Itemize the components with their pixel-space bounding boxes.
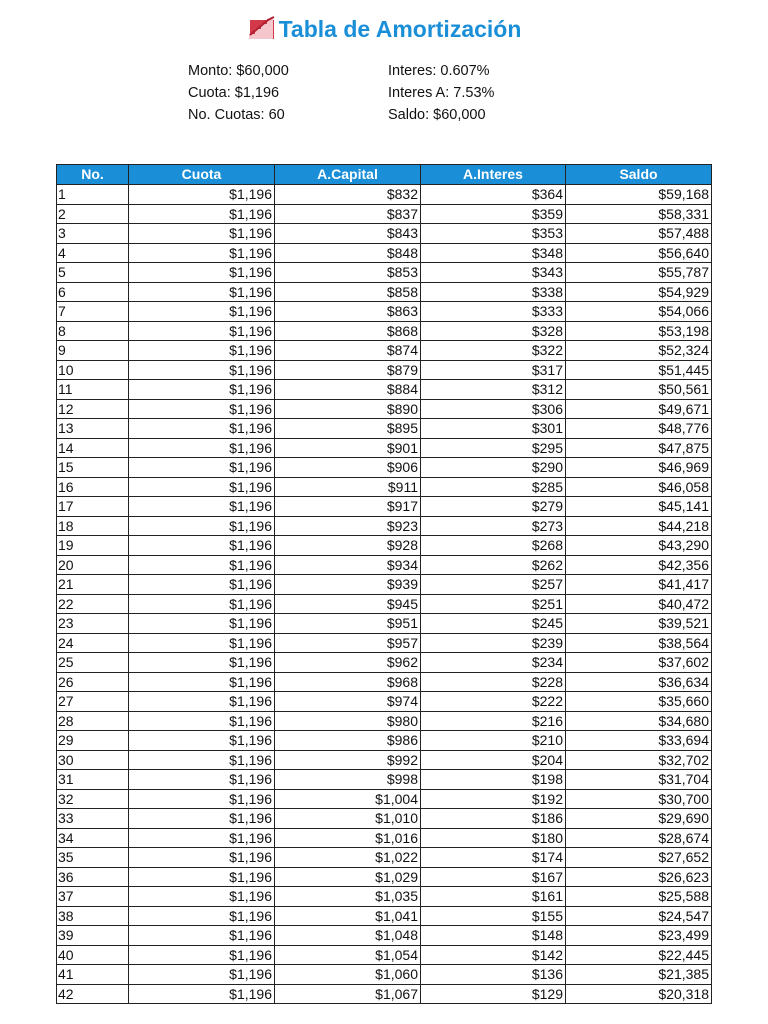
cell-cuota: $1,196 [129,653,275,673]
cell-saldo: $42,356 [566,555,712,575]
cell-interes: $306 [421,399,566,419]
cell-cuota: $1,196 [129,672,275,692]
cell-saldo: $58,331 [566,204,712,224]
cell-cuota: $1,196 [129,516,275,536]
cell-cuota: $1,196 [129,380,275,400]
cell-cuota: $1,196 [129,360,275,380]
cell-interes: $155 [421,906,566,926]
cell-cuota: $1,196 [129,633,275,653]
table-row [57,906,712,926]
cell-interes: $136 [421,965,566,985]
table-row [57,477,712,497]
cell-no: 28 [57,711,129,731]
cell-interes: $210 [421,731,566,751]
cell-no: 19 [57,536,129,556]
cell-no: 17 [57,497,129,517]
table-row [57,770,712,790]
cell-capital: $986 [275,731,421,751]
cell-saldo: $44,218 [566,516,712,536]
cell-interes: $257 [421,575,566,595]
cell-no: 23 [57,614,129,634]
cell-interes: $239 [421,633,566,653]
summary-interes: Interes: 0.607% [388,63,490,79]
cell-cuota: $1,196 [129,809,275,829]
cell-no: 21 [57,575,129,595]
cell-capital: $1,035 [275,887,421,907]
cell-capital: $992 [275,750,421,770]
cell-interes: $317 [421,360,566,380]
cell-interes: $174 [421,848,566,868]
cell-capital: $1,004 [275,789,421,809]
cell-capital: $1,016 [275,828,421,848]
cell-interes: $353 [421,224,566,244]
cell-no: 22 [57,594,129,614]
cell-no: 14 [57,438,129,458]
cell-no: 29 [57,731,129,751]
cell-cuota: $1,196 [129,848,275,868]
table-row [57,984,712,1004]
cell-no: 24 [57,633,129,653]
cell-no: 39 [57,926,129,946]
cell-saldo: $56,640 [566,243,712,263]
cell-no: 20 [57,555,129,575]
cell-cuota: $1,196 [129,282,275,302]
cell-capital: $998 [275,770,421,790]
cell-capital: $974 [275,692,421,712]
table-row [57,867,712,887]
table-row [57,341,712,361]
cell-capital: $962 [275,653,421,673]
cell-saldo: $36,634 [566,672,712,692]
table-row [57,224,712,244]
cell-interes: $216 [421,711,566,731]
cell-interes: $268 [421,536,566,556]
cell-no: 5 [57,263,129,283]
cell-interes: $204 [421,750,566,770]
cell-capital: $968 [275,672,421,692]
cell-saldo: $21,385 [566,965,712,985]
cell-saldo: $57,488 [566,224,712,244]
cell-interes: $343 [421,263,566,283]
table-row [57,243,712,263]
cell-capital: $1,029 [275,867,421,887]
cell-saldo: $50,561 [566,380,712,400]
table-row [57,711,712,731]
table-row [57,789,712,809]
summary-cuota: Cuota: $1,196 [188,85,280,101]
title-text: Tabla de Amortización [278,16,522,42]
cell-saldo: $37,602 [566,653,712,673]
table-row [57,828,712,848]
cell-cuota: $1,196 [129,965,275,985]
cell-cuota: $1,196 [129,399,275,419]
cell-saldo: $59,168 [566,185,712,205]
cell-capital: $939 [275,575,421,595]
cell-capital: $951 [275,614,421,634]
cell-interes: $333 [421,302,566,322]
header-capital: A.Capital [275,165,421,185]
cell-cuota: $1,196 [129,594,275,614]
cell-saldo: $43,290 [566,536,712,556]
cell-saldo: $52,324 [566,341,712,361]
cell-no: 11 [57,380,129,400]
cell-interes: $338 [421,282,566,302]
cell-cuota: $1,196 [129,536,275,556]
cell-no: 40 [57,945,129,965]
cell-interes: $290 [421,458,566,478]
cell-cuota: $1,196 [129,419,275,439]
table-row [57,302,712,322]
cell-no: 32 [57,789,129,809]
cell-capital: $917 [275,497,421,517]
cell-no: 12 [57,399,129,419]
cell-no: 3 [57,224,129,244]
cell-no: 4 [57,243,129,263]
cell-saldo: $40,472 [566,594,712,614]
cell-saldo: $39,521 [566,614,712,634]
cell-capital: $1,010 [275,809,421,829]
cell-capital: $911 [275,477,421,497]
table-row [57,419,712,439]
cell-cuota: $1,196 [129,185,275,205]
cell-capital: $957 [275,633,421,653]
cell-capital: $853 [275,263,421,283]
cell-interes: $295 [421,438,566,458]
cell-saldo: $55,787 [566,263,712,283]
cell-no: 1 [57,185,129,205]
cell-cuota: $1,196 [129,750,275,770]
cell-interes: $148 [421,926,566,946]
cell-interes: $322 [421,341,566,361]
cell-capital: $837 [275,204,421,224]
table-row [57,633,712,653]
cell-no: 6 [57,282,129,302]
cell-saldo: $46,969 [566,458,712,478]
table-row [57,945,712,965]
cell-capital: $906 [275,458,421,478]
cell-saldo: $24,547 [566,906,712,926]
cell-interes: $359 [421,204,566,224]
table-row [57,848,712,868]
cell-no: 9 [57,341,129,361]
cell-capital: $832 [275,185,421,205]
cell-no: 42 [57,984,129,1004]
cell-saldo: $33,694 [566,731,712,751]
cell-saldo: $35,660 [566,692,712,712]
header-cuota: Cuota [129,165,275,185]
table-row [57,399,712,419]
cell-interes: $262 [421,555,566,575]
cell-saldo: $27,652 [566,848,712,868]
cell-interes: $285 [421,477,566,497]
cell-cuota: $1,196 [129,692,275,712]
cell-cuota: $1,196 [129,243,275,263]
table-row [57,926,712,946]
table-row [57,380,712,400]
cell-no: 8 [57,321,129,341]
cell-no: 2 [57,204,129,224]
cell-capital: $923 [275,516,421,536]
cell-capital: $1,022 [275,848,421,868]
cell-interes: $251 [421,594,566,614]
cell-capital: $1,067 [275,984,421,1004]
cell-cuota: $1,196 [129,945,275,965]
cell-no: 7 [57,302,129,322]
cell-no: 15 [57,458,129,478]
header-interes: A.Interes [421,165,566,185]
table-row [57,809,712,829]
cell-no: 38 [57,906,129,926]
cell-cuota: $1,196 [129,614,275,634]
table-row [57,438,712,458]
cell-interes: $273 [421,516,566,536]
cell-no: 13 [57,419,129,439]
cell-no: 31 [57,770,129,790]
cell-interes: $186 [421,809,566,829]
table-row [57,536,712,556]
cell-saldo: $51,445 [566,360,712,380]
cell-interes: $245 [421,614,566,634]
cell-saldo: $32,702 [566,750,712,770]
cell-cuota: $1,196 [129,926,275,946]
cell-capital: $1,060 [275,965,421,985]
cell-saldo: $31,704 [566,770,712,790]
cell-interes: $348 [421,243,566,263]
cell-capital: $843 [275,224,421,244]
table-row [57,321,712,341]
summary-monto: Monto: $60,000 [188,63,289,79]
cell-no: 26 [57,672,129,692]
cell-capital: $890 [275,399,421,419]
cell-no: 25 [57,653,129,673]
cell-cuota: $1,196 [129,224,275,244]
cell-capital: $934 [275,555,421,575]
cell-saldo: $29,690 [566,809,712,829]
table-row [57,594,712,614]
cell-cuota: $1,196 [129,497,275,517]
cell-saldo: $34,680 [566,711,712,731]
cell-cuota: $1,196 [129,263,275,283]
cell-saldo: $26,623 [566,867,712,887]
cell-capital: $874 [275,341,421,361]
cell-cuota: $1,196 [129,458,275,478]
cell-capital: $928 [275,536,421,556]
cell-saldo: $49,671 [566,399,712,419]
table-row [57,750,712,770]
cell-no: 16 [57,477,129,497]
header-no: No. [57,165,129,185]
cell-interes: $222 [421,692,566,712]
cell-cuota: $1,196 [129,341,275,361]
cell-cuota: $1,196 [129,575,275,595]
cell-cuota: $1,196 [129,906,275,926]
cell-saldo: $54,066 [566,302,712,322]
cell-interes: $129 [421,984,566,1004]
amortization-table [56,164,712,1004]
cell-interes: $364 [421,185,566,205]
cell-no: 37 [57,887,129,907]
cell-saldo: $23,499 [566,926,712,946]
cell-interes: $279 [421,497,566,517]
table-row [57,731,712,751]
table-row [57,516,712,536]
cell-cuota: $1,196 [129,828,275,848]
cell-no: 33 [57,809,129,829]
cell-interes: $192 [421,789,566,809]
table-row [57,458,712,478]
table-row [57,887,712,907]
cell-interes: $301 [421,419,566,439]
cell-saldo: $25,588 [566,887,712,907]
cell-interes: $312 [421,380,566,400]
cell-saldo: $53,198 [566,321,712,341]
cell-interes: $198 [421,770,566,790]
table-row [57,614,712,634]
cell-cuota: $1,196 [129,302,275,322]
cell-capital: $1,054 [275,945,421,965]
chart-increasing-icon [247,14,277,42]
cell-capital: $901 [275,438,421,458]
table-row [57,263,712,283]
table-row [57,692,712,712]
cell-no: 30 [57,750,129,770]
table-row [57,672,712,692]
cell-capital: $980 [275,711,421,731]
summary-saldo: Saldo: $60,000 [388,107,486,123]
table-row [57,204,712,224]
table-row [57,575,712,595]
cell-capital: $863 [275,302,421,322]
cell-capital: $848 [275,243,421,263]
cell-saldo: $48,776 [566,419,712,439]
cell-cuota: $1,196 [129,438,275,458]
cell-cuota: $1,196 [129,711,275,731]
table-header-row [57,165,712,185]
cell-cuota: $1,196 [129,867,275,887]
cell-capital: $879 [275,360,421,380]
table-row [57,965,712,985]
summary-interes-anual: Interes A: 7.53% [388,85,495,101]
table-body [57,185,712,1004]
cell-interes: $180 [421,828,566,848]
cell-interes: $142 [421,945,566,965]
cell-cuota: $1,196 [129,731,275,751]
cell-no: 34 [57,828,129,848]
cell-capital: $868 [275,321,421,341]
cell-no: 10 [57,360,129,380]
header-saldo: Saldo [566,165,712,185]
cell-cuota: $1,196 [129,887,275,907]
cell-no: 35 [57,848,129,868]
cell-saldo: $47,875 [566,438,712,458]
cell-capital: $884 [275,380,421,400]
table-row [57,360,712,380]
cell-saldo: $54,929 [566,282,712,302]
cell-cuota: $1,196 [129,321,275,341]
table-row [57,653,712,673]
cell-no: 18 [57,516,129,536]
table-row [57,185,712,205]
cell-saldo: $22,445 [566,945,712,965]
summary-no-cuotas: No. Cuotas: 60 [188,107,285,123]
cell-saldo: $41,417 [566,575,712,595]
cell-capital: $1,041 [275,906,421,926]
table-row [57,282,712,302]
cell-saldo: $28,674 [566,828,712,848]
cell-saldo: $30,700 [566,789,712,809]
cell-interes: $328 [421,321,566,341]
cell-no: 41 [57,965,129,985]
cell-capital: $858 [275,282,421,302]
cell-capital: $1,048 [275,926,421,946]
cell-saldo: $20,318 [566,984,712,1004]
cell-cuota: $1,196 [129,984,275,1004]
table-row [57,555,712,575]
cell-interes: $167 [421,867,566,887]
cell-interes: $234 [421,653,566,673]
cell-capital: $945 [275,594,421,614]
cell-saldo: $46,058 [566,477,712,497]
cell-cuota: $1,196 [129,477,275,497]
table-row [57,497,712,517]
cell-cuota: $1,196 [129,770,275,790]
cell-cuota: $1,196 [129,789,275,809]
cell-no: 36 [57,867,129,887]
cell-capital: $895 [275,419,421,439]
cell-interes: $161 [421,887,566,907]
cell-saldo: $45,141 [566,497,712,517]
cell-interes: $228 [421,672,566,692]
cell-no: 27 [57,692,129,712]
cell-saldo: $38,564 [566,633,712,653]
loan-summary [188,60,588,126]
page-title [0,14,768,43]
cell-cuota: $1,196 [129,555,275,575]
cell-cuota: $1,196 [129,204,275,224]
